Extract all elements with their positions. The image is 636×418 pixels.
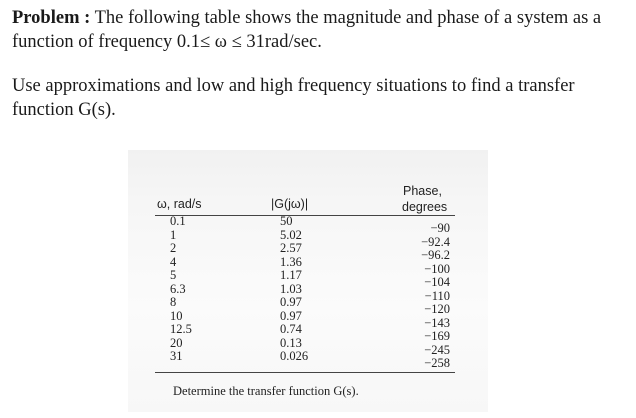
cell-phase-9: −245 xyxy=(424,342,450,357)
cell-magnitude-3: 1.36 xyxy=(280,254,302,269)
phase-column xyxy=(396,222,450,371)
problem-text: The following table shows the magnitude and phase of a system as a function of frequency 0.1≤ ω ≤ 31rad/sec. xyxy=(12,8,602,52)
cell-phase-2: −96.2 xyxy=(421,248,450,262)
cell-omega-4: 5 xyxy=(170,268,177,282)
cell-magnitude-6: 0.97 xyxy=(280,295,302,309)
problem-label: Problem xyxy=(12,8,80,28)
cell-phase-10: −258 xyxy=(424,356,450,370)
cell-omega-6: 8 xyxy=(170,295,177,309)
table-bottom-rule xyxy=(155,372,455,373)
magnitude-column xyxy=(280,215,308,364)
cell-magnitude-7: 0.97 xyxy=(280,308,302,323)
cell-magnitude-8: 0.74 xyxy=(280,322,302,336)
cell-phase-8: −169 xyxy=(424,329,450,343)
header-magnitude: |G(jω)| xyxy=(271,197,309,211)
problem-colon: : xyxy=(79,8,91,28)
cell-omega-7: 10 xyxy=(170,308,183,323)
table-caption: Determine the transfer function G(s). xyxy=(173,384,359,398)
cell-phase-1: −92.4 xyxy=(421,234,450,249)
cell-phase-3: −100 xyxy=(424,261,450,276)
cell-phase-5: −110 xyxy=(424,288,450,303)
omega-column xyxy=(170,215,192,364)
cell-omega-8: 12.5 xyxy=(170,322,192,336)
header-phase-line1: Phase, xyxy=(403,184,442,198)
cell-magnitude-2: 2.57 xyxy=(280,241,302,255)
cell-magnitude-9: 0.13 xyxy=(280,335,302,350)
header-phase-line2: degrees xyxy=(402,200,448,214)
problem-instruction: Use approximations and low and high frequency situations to find a transfer function G(s). xyxy=(12,76,575,120)
cell-omega-5: 6.3 xyxy=(170,281,186,296)
cell-omega-3: 4 xyxy=(170,254,177,269)
header-omega: ω, rad/s xyxy=(157,197,202,211)
cell-magnitude-10: 0.026 xyxy=(280,349,309,363)
cell-omega-0: 0.1 xyxy=(170,214,186,228)
cell-phase-7: −143 xyxy=(424,315,450,330)
cell-magnitude-5: 1.03 xyxy=(280,281,302,296)
cell-omega-1: 1 xyxy=(170,227,177,242)
cell-phase-0: −90 xyxy=(430,221,450,235)
cell-phase-4: −104 xyxy=(424,275,450,289)
problem-statement xyxy=(12,6,628,54)
cell-magnitude-1: 5.02 xyxy=(280,227,302,242)
cell-magnitude-4: 1.17 xyxy=(280,268,302,282)
cell-omega-2: 2 xyxy=(170,241,177,255)
cell-magnitude-0: 50 xyxy=(280,214,293,228)
cell-omega-10: 31 xyxy=(170,349,183,363)
cell-omega-9: 20 xyxy=(170,335,183,350)
cell-phase-6: −120 xyxy=(424,302,450,316)
